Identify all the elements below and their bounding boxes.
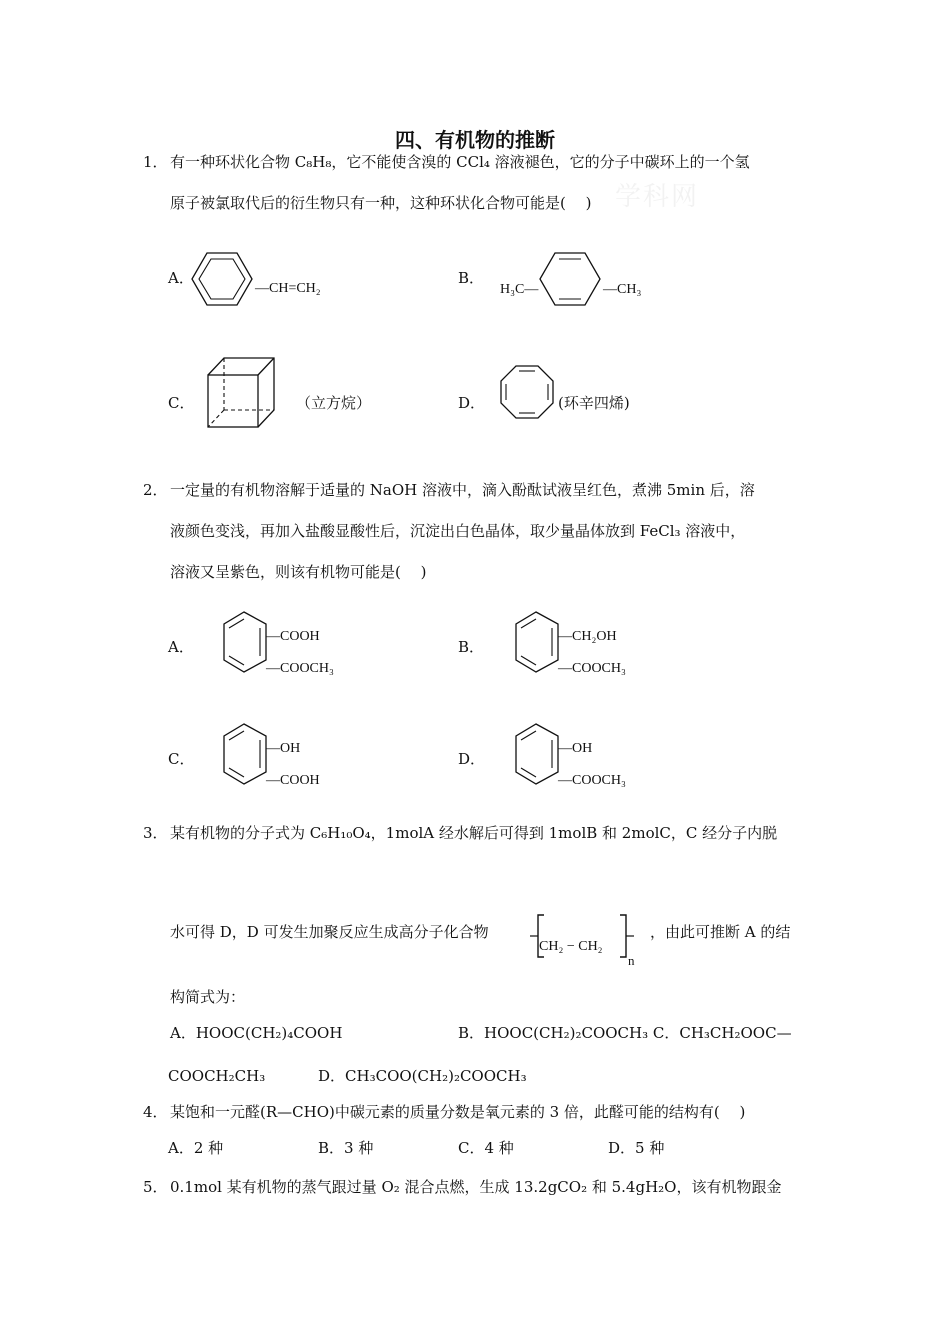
q4-option-a: A．2 种 xyxy=(168,1139,224,1157)
q2-option-c-bottom: —COOH xyxy=(266,773,320,788)
q1-option-a-structure xyxy=(192,250,262,310)
q1-option-c-name: （立方烷） xyxy=(296,394,372,412)
q4-text-line1: 某饱和一元醛(R—CHO)中碳元素的质量分数是氧元素的 3 倍，此醛可能的结构有( ) xyxy=(170,1103,746,1121)
q2-option-d-top: —OH xyxy=(558,741,593,756)
cyclooctatetraene-structure-icon xyxy=(500,365,554,419)
q3-text-line2-tail: ，由此可推断 A 的结 xyxy=(650,923,791,941)
q1-option-d-label: D． xyxy=(458,394,486,412)
q2-option-b-bottom: —COOCH₃ xyxy=(558,661,626,676)
q1-text-line2: 原子被氯取代后的衍生物只有一种，这种环状化合物可能是( ) xyxy=(170,194,592,212)
q2-option-c-label: C． xyxy=(168,750,195,768)
q1-option-c-label: C． xyxy=(168,394,195,412)
q2-option-d-bottom: —COOCH₃ xyxy=(558,773,626,788)
q1-option-d-name: (环辛四烯) xyxy=(558,394,630,412)
q1-number: 1． xyxy=(143,153,168,171)
q5-number: 5． xyxy=(143,1178,168,1196)
q2-text-line1: 一定量的有机物溶解于适量的 NaOH 溶液中，滴入酚酞试液呈红色，煮沸 5min 后，溶 xyxy=(170,481,755,499)
q3-option-a: A．HOOC(CH₂)₄COOH xyxy=(170,1024,343,1042)
q2-option-c-ring xyxy=(222,722,270,786)
q2-option-a-bottom: —COOCH₃ xyxy=(266,661,334,676)
q3-polymer-unit: CH₂ − CH₂ xyxy=(539,939,603,954)
q2-option-a-ring xyxy=(222,610,270,674)
q1-text-line1: 有一种环状化合物 C₈H₈，它不能使含溴的 CCl₄ 溶液褪色，它的分子中碳环上的一个氢 xyxy=(170,153,750,171)
q2-option-b-ring xyxy=(514,610,562,674)
q4-option-b: B．3 种 xyxy=(318,1139,374,1157)
q5-text-line1: 0.1mol 某有机物的蒸气跟过量 O₂ 混合点燃，生成 13.2gCO₂ 和 5.4gH₂O，该有机物跟金 xyxy=(170,1178,782,1196)
q4-option-d: D．5 种 xyxy=(608,1139,665,1157)
q2-option-d-label: D． xyxy=(458,750,486,768)
q3-text-line2: 水可得 D，D 可发生加聚反应生成高分子化合物 xyxy=(170,923,489,941)
q2-option-c-top: —OH xyxy=(266,741,301,756)
q3-text-line1: 某有机物的分子式为 C₆H₁₀O₄，1molA 经水解后可得到 1molB 和 2molC，C 经分子内脱 xyxy=(170,824,778,842)
cube-structure-icon xyxy=(205,355,277,431)
q2-option-d-ring xyxy=(514,722,562,786)
watermark: 学科网 xyxy=(615,182,700,212)
q2-option-b-top: —CH₂OH xyxy=(558,629,617,644)
q1-option-a-label: A． xyxy=(168,269,194,287)
q3-number: 3． xyxy=(143,824,168,842)
q2-option-b-label: B． xyxy=(458,638,485,656)
q2-option-a-top: —COOH xyxy=(266,629,320,644)
q4-option-c: C．4 种 xyxy=(458,1139,514,1157)
q4-number: 4． xyxy=(143,1103,168,1121)
q3-polymer-n: n xyxy=(628,953,635,968)
q2-text-line3: 溶液又呈紫色，则该有机物可能是( ) xyxy=(170,563,427,581)
q1-option-b-label: B． xyxy=(458,269,485,287)
q3-option-c-cont: COOCH₂CH₃ xyxy=(168,1067,266,1085)
q1-option-a-substituent: —CH=CH₂ xyxy=(255,281,321,296)
q1-option-b-left: H₃C— xyxy=(500,282,539,297)
page-title: 四、有机物的推断 xyxy=(395,128,555,152)
q3-option-b: B．HOOC(CH₂)₂COOCH₃ C．CH₃CH₂OOC— xyxy=(458,1024,792,1042)
q3-option-d: D．CH₃COO(CH₂)₂COOCH₃ xyxy=(318,1067,527,1085)
q2-text-line2: 液颜色变浅，再加入盐酸显酸性后，沉淀出白色晶体，取少量晶体放到 FeCl₃ 溶液中， xyxy=(170,522,746,540)
q2-option-a-label: A． xyxy=(168,638,194,656)
q2-number: 2． xyxy=(143,481,168,499)
q3-text-line3: 构简式为： xyxy=(170,988,246,1006)
q1-option-b-structure xyxy=(540,250,610,310)
q1-option-b-right: —CH₃ xyxy=(603,282,642,297)
